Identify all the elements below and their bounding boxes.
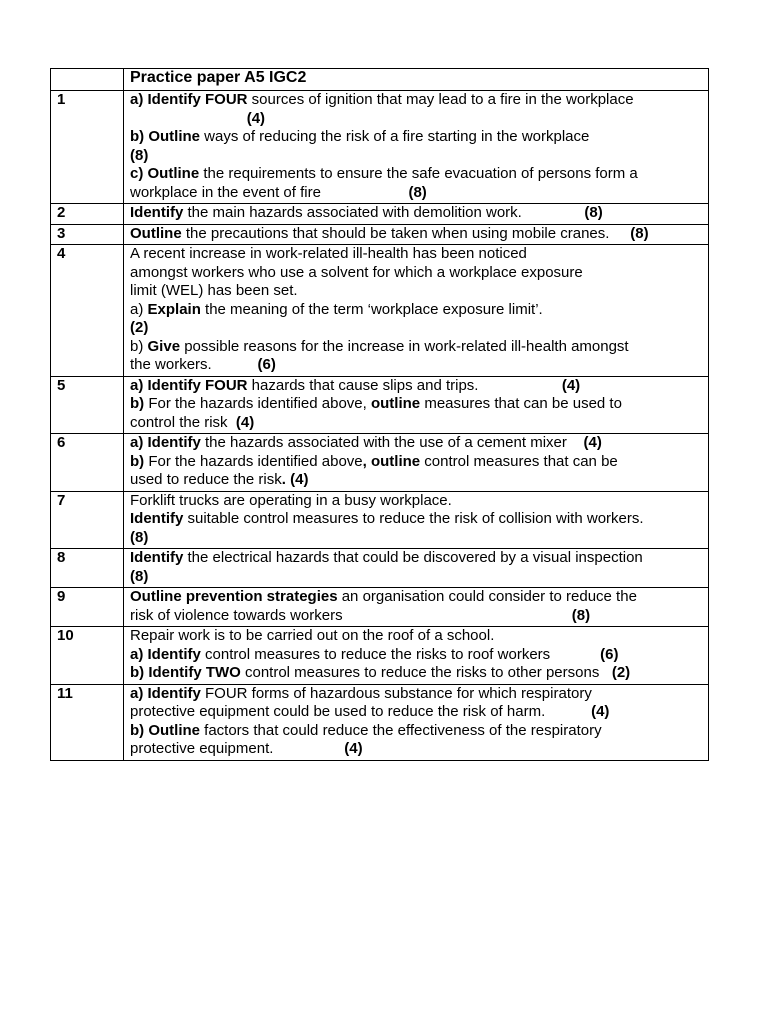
text-segment: the workers. xyxy=(130,356,258,373)
bold-text-segment: , outline xyxy=(362,452,421,470)
question-line xyxy=(130,646,702,665)
question-number: 7 xyxy=(51,491,124,549)
text-segment: suitable control measures to reduce the risk of collision with workers. xyxy=(183,510,644,527)
bold-text-segment: a) Identify FOUR xyxy=(130,376,248,394)
text-segment: the electrical hazards that could be discovered by a visual inspection xyxy=(183,549,643,566)
text-segment: workplace in the event of fire xyxy=(130,183,409,201)
bold-text-segment: b) xyxy=(130,395,145,412)
question-line xyxy=(130,128,702,147)
practice-paper-table xyxy=(50,68,709,761)
text-segment: protective equipment could be used to reduce the risk of harm. xyxy=(130,703,592,720)
text-segment: sources of ignition that may lead to a fire in the workplace xyxy=(247,91,634,108)
text-segment: risk of violence towards workers xyxy=(130,606,572,624)
text-segment: ways of reducing the risk of a fire starting in the workplace xyxy=(200,128,590,145)
question-line xyxy=(130,264,702,283)
text-segment: the precautions that should be taken when using mobile cranes. xyxy=(181,224,631,242)
question-line xyxy=(130,453,702,472)
bold-text-segment: outline xyxy=(370,395,421,412)
header-row xyxy=(51,69,709,91)
question-row xyxy=(51,588,709,627)
bold-text-segment: (4) xyxy=(235,413,255,431)
bold-text-segment: b) Outline xyxy=(130,128,200,145)
text-segment: an organisation could consider to reduce the xyxy=(337,588,637,605)
question-number: 2 xyxy=(51,204,124,225)
bold-text-segment: . (4) xyxy=(281,471,309,488)
bold-text-segment: (2) xyxy=(130,319,149,336)
text-segment xyxy=(130,110,247,127)
bold-text-segment: b) xyxy=(130,452,145,470)
text-segment: the meaning of the term ‘workplace exposure limit’. xyxy=(200,300,543,318)
question-line xyxy=(130,434,702,453)
question-line xyxy=(130,492,702,511)
bold-text-segment: (8) xyxy=(630,224,649,242)
question-text xyxy=(124,434,709,492)
question-text xyxy=(124,91,709,204)
bold-text-segment: Identify xyxy=(130,204,184,221)
bold-text-segment: Identify xyxy=(130,510,184,527)
question-line xyxy=(130,685,702,704)
question-line xyxy=(130,395,702,414)
question-line xyxy=(130,204,702,223)
text-segment: factors that could reduce the effectiveness of the respiratory xyxy=(200,721,602,739)
question-number: 1 xyxy=(51,91,124,204)
question-text xyxy=(124,204,709,225)
text-segment: control measures to reduce the risks to roof workers xyxy=(200,645,601,663)
question-number: 4 xyxy=(51,245,124,377)
bold-text-segment: (8) xyxy=(408,183,427,201)
bold-text-segment: (4) xyxy=(344,740,363,757)
bold-text-segment: (8) xyxy=(571,606,591,624)
header-number-cell xyxy=(51,69,124,91)
question-line xyxy=(130,184,702,203)
question-line xyxy=(130,722,702,741)
question-row xyxy=(51,91,709,204)
paper-table-body xyxy=(51,69,709,761)
question-text xyxy=(124,588,709,627)
text-segment: control measures to reduce the risks to other persons xyxy=(240,664,612,681)
bold-text-segment: (8) xyxy=(130,146,149,164)
text-segment: Repair work is to be carried out on the roof of a school. xyxy=(130,627,495,644)
question-line xyxy=(130,414,702,433)
question-number: 10 xyxy=(51,627,124,685)
text-segment: measures that can be used to xyxy=(420,395,622,412)
question-line xyxy=(130,165,702,184)
question-row xyxy=(51,224,709,245)
bold-text-segment: Explain xyxy=(147,300,201,318)
question-line xyxy=(130,282,702,301)
text-segment: amongst workers who use a solvent for which a workplace exposure xyxy=(130,263,583,281)
bold-text-segment: Identify xyxy=(130,549,184,566)
question-number: 9 xyxy=(51,588,124,627)
bold-text-segment: a) Identify xyxy=(130,684,201,702)
text-segment: b) xyxy=(130,337,148,355)
paper-title: Practice paper A5 IGC2 xyxy=(124,69,709,91)
bold-text-segment: (6) xyxy=(257,356,276,373)
text-segment: For the hazards identified above, xyxy=(144,395,371,412)
question-line xyxy=(130,301,702,320)
text-segment: A recent increase in work-related ill-health has been noticed xyxy=(130,245,527,262)
bold-text-segment: (2) xyxy=(611,664,631,681)
question-line xyxy=(130,664,702,683)
text-segment: Forklift trucks are operating in a busy workplace. xyxy=(130,491,452,509)
question-number: 6 xyxy=(51,434,124,492)
question-row xyxy=(51,491,709,549)
question-number: 5 xyxy=(51,376,124,434)
question-text xyxy=(124,491,709,549)
bold-text-segment: (4) xyxy=(561,376,581,394)
question-text xyxy=(124,245,709,377)
question-line xyxy=(130,703,702,722)
question-line xyxy=(130,588,702,607)
question-row xyxy=(51,627,709,685)
bold-text-segment: (4) xyxy=(246,109,266,127)
text-segment: limit (WEL) has been set. xyxy=(130,282,298,299)
text-segment: For the hazards identified above xyxy=(144,452,363,470)
question-line xyxy=(130,377,702,396)
question-number: 11 xyxy=(51,684,124,760)
question-line xyxy=(130,529,702,548)
text-segment: FOUR forms of hazardous substance for which respiratory xyxy=(200,684,592,702)
bold-text-segment: Outline prevention strategies xyxy=(130,588,338,605)
bold-text-segment: (8) xyxy=(130,528,149,546)
question-line xyxy=(130,319,702,338)
question-line xyxy=(130,471,702,490)
question-line xyxy=(130,225,702,244)
question-line xyxy=(130,110,702,129)
question-line xyxy=(130,607,702,626)
question-text xyxy=(124,549,709,588)
bold-text-segment: a) Identify xyxy=(130,434,201,451)
question-line xyxy=(130,91,702,110)
question-text xyxy=(124,627,709,685)
bold-text-segment: (4) xyxy=(583,434,602,451)
question-text xyxy=(124,376,709,434)
question-number: 3 xyxy=(51,224,124,245)
question-line xyxy=(130,356,702,375)
bold-text-segment: Outline xyxy=(130,224,182,242)
bold-text-segment: a) Identify xyxy=(130,645,201,663)
bold-text-segment: a) Identify FOUR xyxy=(130,91,248,108)
bold-text-segment: (6) xyxy=(600,645,619,663)
question-line xyxy=(130,627,702,646)
question-line xyxy=(130,740,702,759)
question-row xyxy=(51,684,709,760)
question-line xyxy=(130,245,702,264)
bold-text-segment: c) Outline xyxy=(130,165,200,182)
bold-text-segment: b) Outline xyxy=(130,721,200,739)
question-line xyxy=(130,568,702,587)
bold-text-segment: b) Identify TWO xyxy=(130,664,241,681)
bold-text-segment: (8) xyxy=(584,204,603,221)
question-row xyxy=(51,434,709,492)
text-segment: the hazards associated with the use of a cement mixer xyxy=(200,434,584,451)
question-line xyxy=(130,510,702,529)
question-line xyxy=(130,338,702,357)
bold-text-segment: (8) xyxy=(130,567,149,585)
question-row xyxy=(51,376,709,434)
text-segment: possible reasons for the increase in work-related ill-health amongst xyxy=(180,337,629,355)
text-segment: the main hazards associated with demolition work. xyxy=(183,204,585,221)
bold-text-segment: (4) xyxy=(591,703,610,720)
question-text xyxy=(124,224,709,245)
question-row xyxy=(51,204,709,225)
question-number: 8 xyxy=(51,549,124,588)
question-line xyxy=(130,147,702,166)
text-segment: a) xyxy=(130,300,148,318)
question-text xyxy=(124,684,709,760)
text-segment: control the risk xyxy=(130,413,236,431)
question-line xyxy=(130,549,702,568)
text-segment: control measures that can be xyxy=(420,452,618,470)
text-segment: protective equipment. xyxy=(130,740,345,757)
question-row xyxy=(51,245,709,377)
text-segment: the requirements to ensure the safe evacuation of persons form a xyxy=(199,165,638,182)
text-segment: hazards that cause slips and trips. xyxy=(247,376,562,394)
bold-text-segment: Give xyxy=(147,337,181,355)
question-row xyxy=(51,549,709,588)
text-segment: used to reduce the risk xyxy=(130,471,282,488)
